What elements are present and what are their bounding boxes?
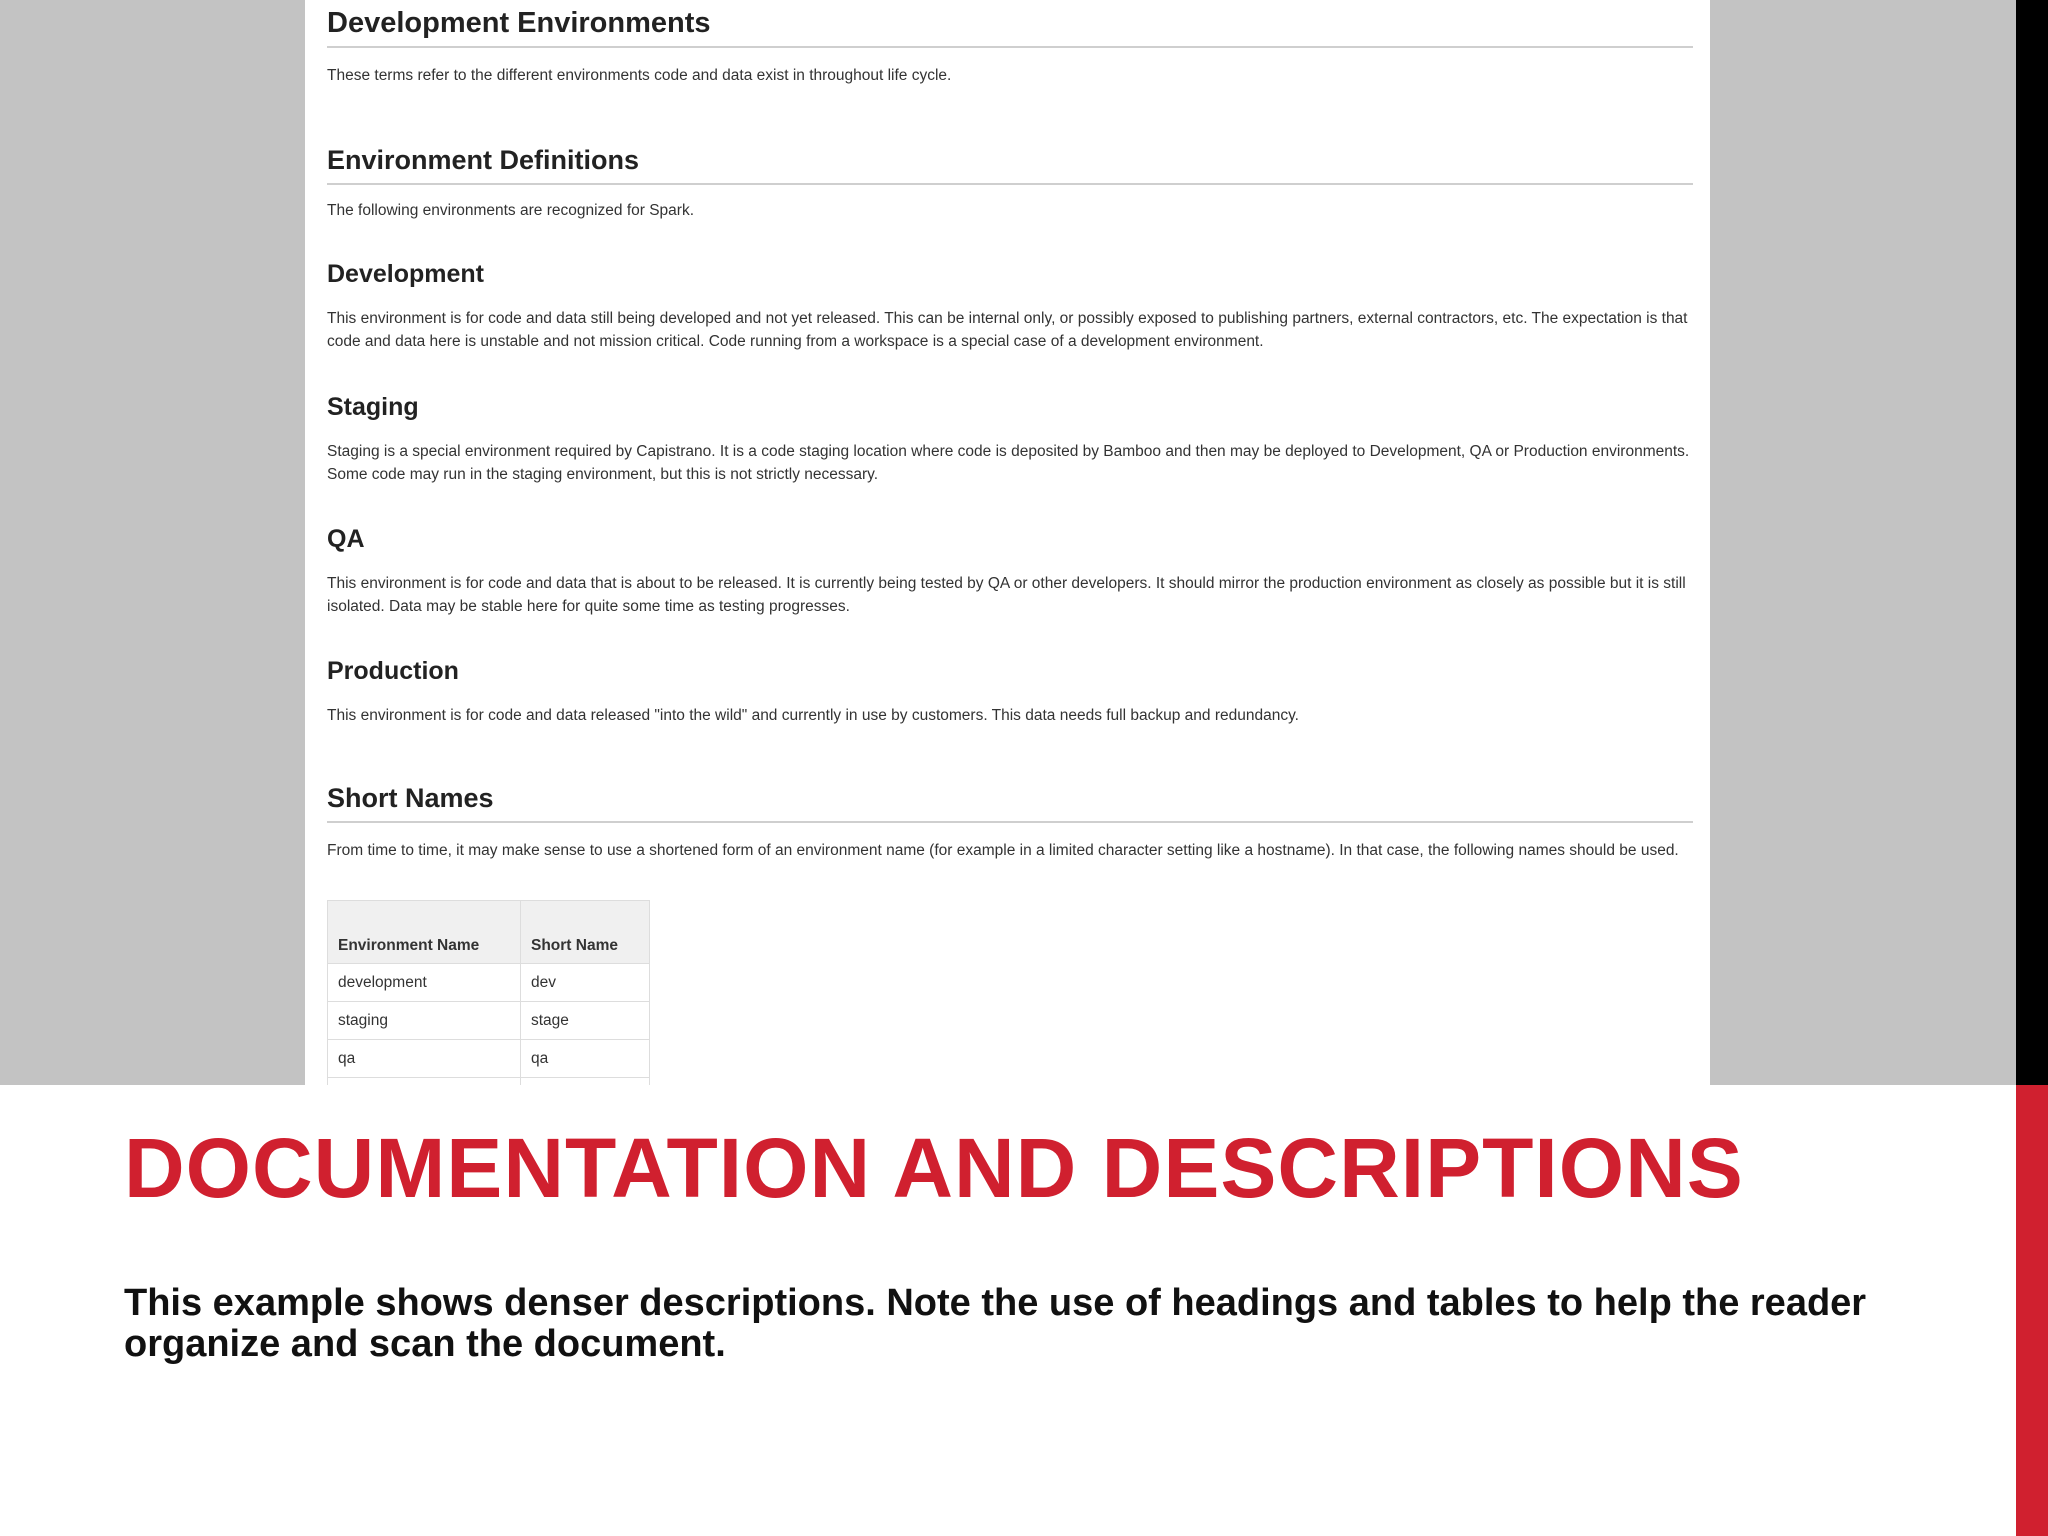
cell-environment-name xyxy=(328,1078,521,1086)
definitions-intro: The following environments are recognized for Spark. xyxy=(327,202,695,219)
column-header-short-name: Short Name xyxy=(521,901,650,964)
cell-short-name: qa xyxy=(521,1040,650,1078)
table-header-row xyxy=(328,901,650,964)
section-heading-development: Development xyxy=(327,260,484,288)
short-names-heading: Short Names xyxy=(327,781,1693,823)
section-heading-qa: QA xyxy=(327,525,365,553)
accent-bar-red xyxy=(2016,1085,2048,1536)
cell-environment-name: development xyxy=(328,964,521,1002)
doc-intro: These terms refer to the different environments code and data exist in throughout life cycle. xyxy=(327,67,952,84)
cell-short-name: stage xyxy=(521,1002,650,1040)
document-screenshot xyxy=(305,0,1710,1085)
short-names-text: From time to time, it may make sense to use a shortened form of an environment name (for example in a limited character setting like a hostname). In that case, the following names should be used. xyxy=(327,842,1679,859)
table-row xyxy=(328,1078,650,1086)
cell-short-name xyxy=(521,1078,650,1086)
doc-title: Development Environments xyxy=(327,6,1693,48)
section-heading-production: Production xyxy=(327,657,459,685)
section-text-staging: Staging is a special environment required by Capistrano. It is a code staging location where code is deposited by Bamboo and then may be deployed to Development, QA or Production environments. Some code may run in the staging environment, but this is not strictly necessary. xyxy=(327,443,1690,483)
short-names-table xyxy=(327,900,650,1085)
cell-environment-name: qa xyxy=(328,1040,521,1078)
accent-bar xyxy=(2016,0,2048,1536)
slide-body-text: This example shows denser descriptions. Note the use of headings and tables to help the reader organize and scan the document. xyxy=(124,1282,1867,1365)
cell-environment-name: staging xyxy=(328,1002,521,1040)
column-header-environment-name: Environment Name xyxy=(328,901,521,964)
slide-title: DOCUMENTATION AND DESCRIPTIONS xyxy=(124,1121,1744,1215)
table-row xyxy=(328,964,650,1002)
definitions-heading: Environment Definitions xyxy=(327,143,1693,185)
section-text-development: This environment is for code and data still being developed and not yet released. This can be internal only, or possibly exposed to publishing partners, external contractors, etc. The expectation is that code and data here is unstable and not mission critical. Code running from a workspace is a special case of a development environment. xyxy=(327,310,1688,350)
table-row xyxy=(328,1040,650,1078)
section-text-production: This environment is for code and data released "into the wild" and currently in use by customers. This data needs full backup and redundancy. xyxy=(327,707,1299,724)
cell-short-name: dev xyxy=(521,964,650,1002)
section-heading-staging: Staging xyxy=(327,393,419,421)
table-row xyxy=(328,1002,650,1040)
section-text-qa: This environment is for code and data that is about to be released. It is currently being tested by QA or other developers. It should mirror the production environment as closely as possible but it is still isolated. Data may be stable here for quite some time as testing progresses. xyxy=(327,575,1686,615)
